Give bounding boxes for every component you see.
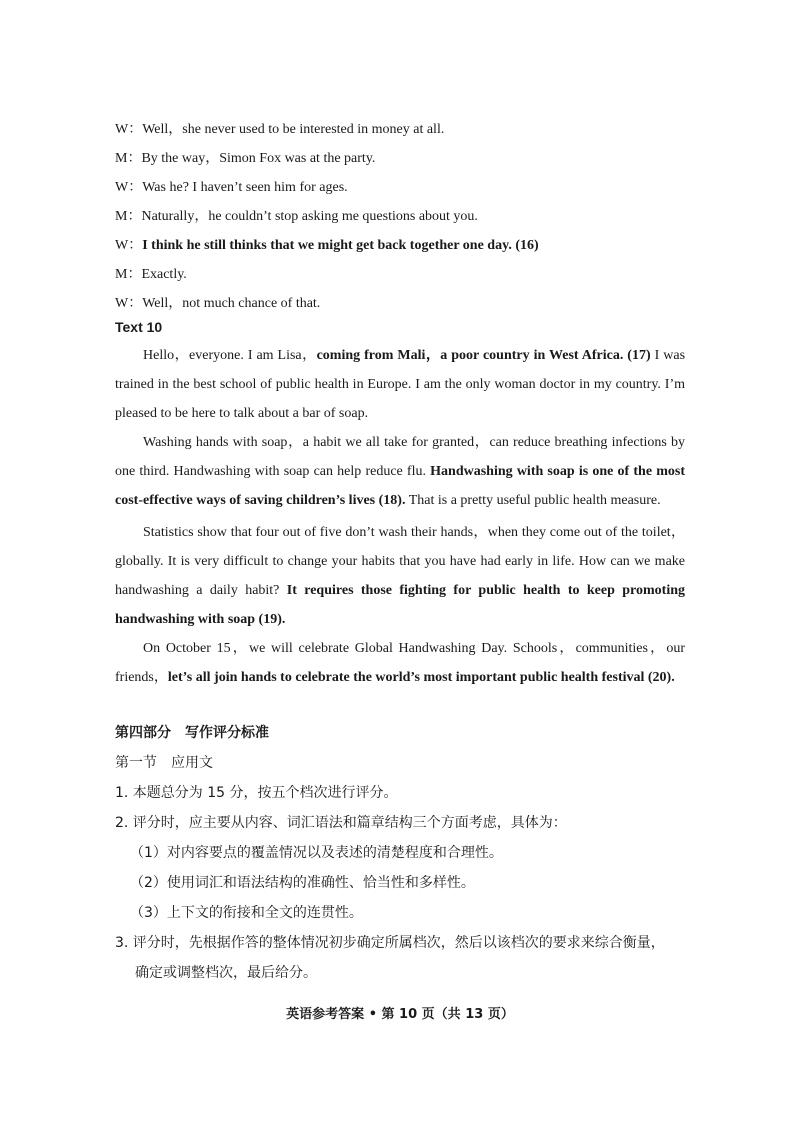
dialogue-line: M：Naturally，he couldn’t stop asking me questions about you. <box>115 209 478 224</box>
criteria-item: 1. 本题总分为 15 分，按五个档次进行评分。 <box>115 785 398 801</box>
paragraph-line: Hello，everyone. I am Lisa，coming from Mali，a poor country in West Africa. (17) I was <box>143 348 686 363</box>
paragraph-line: handwashing a daily habit? It requires those fighting for public health to keep promoting <box>115 583 685 598</box>
paragraph-2 <box>115 428 685 515</box>
paragraph-line: handwashing with soap (19). <box>115 612 286 627</box>
criteria-subitem: （3）上下文的衔接和全文的连贯性。 <box>130 905 363 921</box>
paragraph-line: Statistics show that four out of five don’t wash their hands，when they come out of the toilet， <box>143 525 685 540</box>
page-footer: 英语参考答案 • 第 10 页（共 13 页） <box>286 1007 514 1022</box>
criteria-item: 2. 评分时，应主要从内容、词汇语法和篇章结构三个方面考虑，具体为： <box>115 815 567 831</box>
paragraph-line: friends，let’s all join hands to celebrate the world’s most important public health festival (20). <box>115 670 675 685</box>
dialogue-line: W：Was he? I haven’t seen him for ages. <box>115 180 348 195</box>
paragraph-line: cost-effective ways of saving children’s lives (18). That is a pretty useful public health measure. <box>115 493 661 508</box>
dialogue-line-answer: W：I think he still thinks that we might get back together one day. (16) <box>115 238 539 253</box>
dialogue-line: W：Well，not much chance of that. <box>115 296 321 311</box>
criteria-subitem: （1）对内容要点的覆盖情况以及表述的清楚程度和合理性。 <box>130 845 503 861</box>
text-10-title: Text 10 <box>115 319 163 335</box>
paragraph-4 <box>115 634 685 692</box>
paragraph-line: On October 15，we will celebrate Global Handwashing Day. Schools，communities，our <box>143 641 685 656</box>
part-4-heading: 第四部分 写作评分标准 <box>115 725 269 741</box>
paragraph-line: trained in the best school of public health in Europe. I am the only woman doctor in my country. I’m <box>115 377 685 392</box>
paragraph-line: one third. Handwashing with soap can help reduce flu. Handwashing with soap is one of the most <box>115 464 685 479</box>
paragraph-line: pleased to be here to talk about a bar of soap. <box>115 406 369 421</box>
dialogue-line: M：Exactly. <box>115 267 187 282</box>
section-heading: 第一节 应用文 <box>115 755 213 771</box>
paragraph-3 <box>115 518 685 634</box>
paragraph-1 <box>115 341 685 428</box>
paragraph-line: globally. It is very difficult to change your habits that you have had early in life. How can we make <box>115 554 685 569</box>
dialogue-line: M：By the way，Simon Fox was at the party. <box>115 151 376 166</box>
criteria-item: 3. 评分时，先根据作答的整体情况初步确定所属档次，然后以该档次的要求来综合衡量， <box>115 935 665 951</box>
criteria-subitem: （2）使用词汇和语法结构的准确性、恰当性和多样性。 <box>130 875 475 891</box>
dialogue-line: W：Well，she never used to be interested in money at all. <box>115 122 445 137</box>
criteria-item-continuation: 确定或调整档次，最后给分。 <box>135 965 317 981</box>
paragraph-line: Washing hands with soap，a habit we all take for granted，can reduce breathing infections by <box>143 435 685 450</box>
